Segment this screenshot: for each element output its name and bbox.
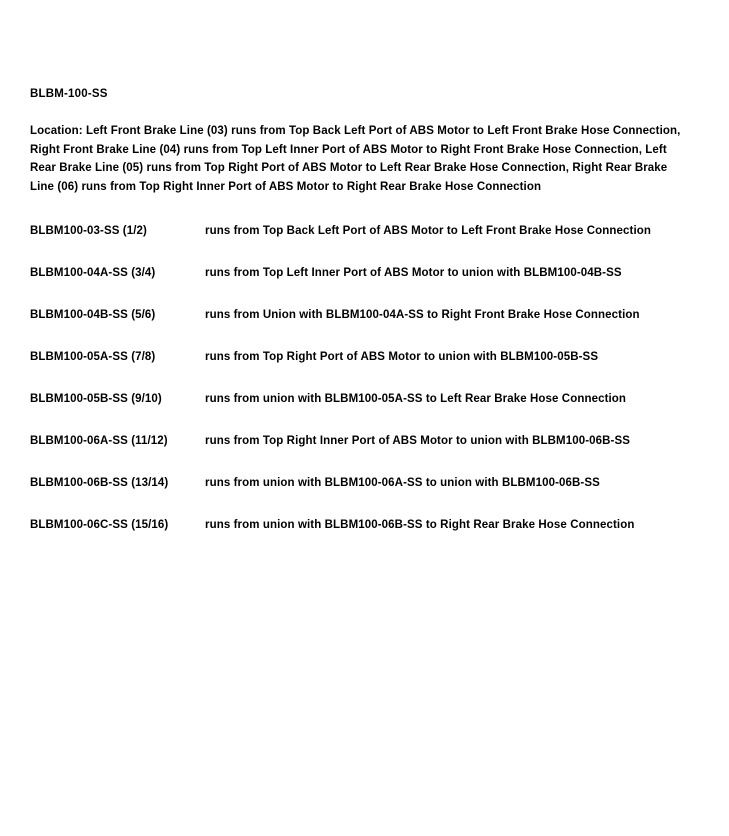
part-code: BLBM100-04B-SS (5/6) bbox=[30, 308, 156, 321]
document-content bbox=[30, 86, 690, 533]
part-description: runs from union with BLBM100-06B-SS to Right Rear Brake Hose Connection bbox=[205, 519, 635, 532]
page-title: BLBM-100-SS bbox=[30, 88, 108, 100]
part-list bbox=[30, 223, 690, 534]
part-description: runs from Top Right Inner Port of ABS Motor to union with BLBM100-06B-SS bbox=[205, 435, 631, 448]
list-item bbox=[30, 475, 690, 491]
list-item bbox=[30, 517, 690, 533]
part-description: runs from Union with BLBM100-04A-SS to Right Front Brake Hose Connection bbox=[205, 308, 640, 321]
part-code: BLBM100-03-SS (1/2) bbox=[30, 224, 147, 237]
part-code: BLBM100-06C-SS (15/16) bbox=[30, 519, 169, 532]
list-item bbox=[30, 307, 690, 323]
list-item bbox=[30, 433, 690, 449]
part-description: runs from Top Back Left Port of ABS Motor to Left Front Brake Hose Connection bbox=[205, 224, 651, 237]
part-code: BLBM100-06A-SS (11/12) bbox=[30, 435, 168, 448]
list-item bbox=[30, 391, 690, 407]
list-item bbox=[30, 265, 690, 281]
part-code: BLBM100-04A-SS (3/4) bbox=[30, 266, 156, 279]
part-description: runs from Top Left Inner Port of ABS Motor to union with BLBM100-04B-SS bbox=[205, 266, 622, 279]
part-description: runs from union with BLBM100-05A-SS to Left Rear Brake Hose Connection bbox=[205, 392, 627, 405]
list-item bbox=[30, 223, 690, 239]
location-description: Location: Left Front Brake Line (03) runs from Top Back Left Port of ABS Motor to Left Front Brake Hose Connection, Right Front Brake Line (04) runs from Top Left Inner Port of ABS Motor to Right Front Brake Hose Connection, Left Rear Brake Line (05) runs from Top Right Port of ABS Motor to Left Rear Brake Hose Connection, Right Rear Brake Line (06) runs from Top Right Inner Port of ABS Motor to Right Rear Brake Hose Connection bbox=[30, 125, 681, 193]
part-description: runs from Top Right Port of ABS Motor to union with BLBM100-05B-SS bbox=[205, 350, 599, 363]
part-code: BLBM100-05B-SS (9/10) bbox=[30, 392, 162, 405]
part-code: BLBM100-05A-SS (7/8) bbox=[30, 350, 156, 363]
list-item bbox=[30, 349, 690, 365]
part-description: runs from union with BLBM100-06A-SS to union with BLBM100-06B-SS bbox=[205, 477, 600, 490]
part-code: BLBM100-06B-SS (13/14) bbox=[30, 477, 169, 490]
